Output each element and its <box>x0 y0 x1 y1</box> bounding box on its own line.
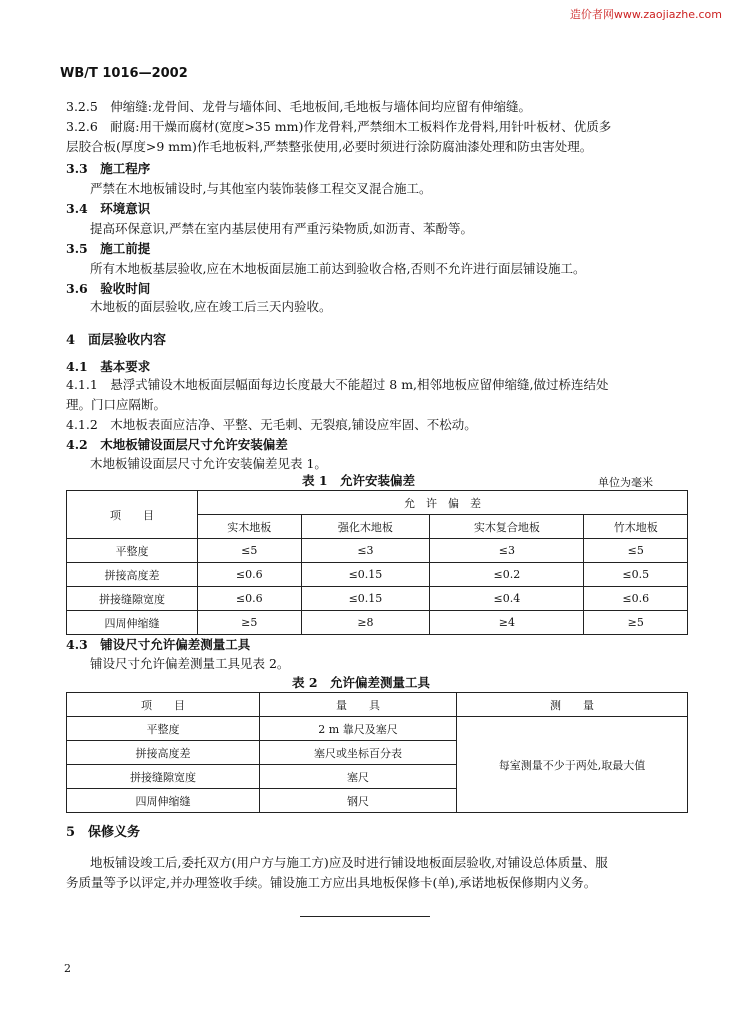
table2-header-tool: 量 具 <box>260 693 457 717</box>
clause-3-2-6-line2: 层胶合板(厚度>9 mm)作毛地板料,严禁整张使用,必要时须进行涂防腐油漆处理和防虫害处理。 <box>66 139 593 154</box>
clause-5-line2: 务质量等予以评定,并办理签收手续。铺设施工方应出具地板保修卡(单),承诺地板保修期内义务。 <box>66 875 597 890</box>
watermark-text: 造价者网www.zaojiazhe.com <box>569 8 722 21</box>
table1-col-bamboo: 竹木地板 <box>584 515 688 539</box>
heading-4: 4 面层验收内容 <box>66 333 167 348</box>
clause-4-1-1-line1: 4.1.1 悬浮式铺设木地板面层幅面每边长度最大不能超过 8 m,相邻地板应留伸缩缝,做过桥连结处 <box>66 377 609 392</box>
table2-header-item: 项 目 <box>67 693 260 717</box>
table-row <box>67 611 688 635</box>
table1-unit: 单位为毫米 <box>598 476 653 489</box>
row-label: 拼接高度差 <box>67 563 198 587</box>
table-cell: ≥8 <box>301 611 430 635</box>
row-label: 四周伸缩缝 <box>67 611 198 635</box>
table-cell: ≤0.15 <box>301 587 430 611</box>
heading-3-5: 3.5 施工前提 <box>66 241 151 256</box>
clause-3-2-6-line1: 3.2.6 耐腐:用干燥而腐材(宽度>35 mm)作龙骨料,严禁细木工板料作龙骨料,用针叶板材、优质多 <box>66 119 612 134</box>
table-cell: ≤0.4 <box>430 587 584 611</box>
table-cell: ≥4 <box>430 611 584 635</box>
table-cell: ≤3 <box>301 539 430 563</box>
table1-col-laminate: 强化木地板 <box>301 515 430 539</box>
table-cell: ≤0.5 <box>584 563 688 587</box>
table-cell: 2 m 靠尺及塞尺 <box>260 717 457 741</box>
tolerance-table <box>66 490 688 635</box>
clause-4-3-text: 铺设尺寸允许偏差测量工具见表 2。 <box>90 656 290 671</box>
heading-3-3: 3.3 施工程序 <box>66 161 151 176</box>
table2-header-measure: 测 量 <box>457 693 688 717</box>
table-cell: ≤0.15 <box>301 563 430 587</box>
table2-caption: 表 2 允许偏差测量工具 <box>292 675 431 690</box>
heading-3-6: 3.6 验收时间 <box>66 281 151 296</box>
heading-4-3: 4.3 铺设尺寸允许偏差测量工具 <box>66 637 251 652</box>
document-number: WB/T 1016—2002 <box>60 66 188 81</box>
table-cell: ≤5 <box>584 539 688 563</box>
clause-3-6-text: 木地板的面层验收,应在竣工后三天内验收。 <box>90 299 332 314</box>
clause-4-2-text: 木地板铺设面层尺寸允许安装偏差见表 1。 <box>90 456 327 471</box>
clause-4-1-1-line2: 理。门口应隔断。 <box>66 397 167 412</box>
heading-4-2: 4.2 木地板铺设面层尺寸允许安装偏差 <box>66 437 288 452</box>
measure-note: 每室测量不少于两处,取最大值 <box>457 717 688 813</box>
clause-3-5-text: 所有木地板基层验收,应在木地板面层施工前达到验收合格,否则不允许进行面层铺设施工。 <box>90 261 586 276</box>
table-cell: ≤0.6 <box>584 587 688 611</box>
row-label: 平整度 <box>67 717 260 741</box>
clause-4-1-2: 4.1.2 木地板表面应洁净、平整、无毛刺、无裂痕,铺设应牢固、不松动。 <box>66 417 477 432</box>
table-cell: 钢尺 <box>260 789 457 813</box>
clause-3-3-text: 严禁在木地板铺设时,与其他室内装饰装修工程交叉混合施工。 <box>90 181 432 196</box>
row-label: 四周伸缩缝 <box>67 789 260 813</box>
table-cell: ≥5 <box>198 611 302 635</box>
table-cell: ≤0.6 <box>198 587 302 611</box>
heading-4-1: 4.1 基本要求 <box>66 359 151 374</box>
table1-item-header: 项 目 <box>67 491 198 539</box>
clause-3-2-5: 3.2.5 伸缩缝:龙骨间、龙骨与墙体间、毛地板间,毛地板与墙体间均应留有伸缩缝。 <box>66 99 531 114</box>
row-label: 拼接缝隙宽度 <box>67 765 260 789</box>
table-cell: 塞尺或坐标百分表 <box>260 741 457 765</box>
table-row <box>67 587 688 611</box>
row-label: 拼接高度差 <box>67 741 260 765</box>
heading-3-4: 3.4 环境意识 <box>66 201 151 216</box>
table-cell: ≤5 <box>198 539 302 563</box>
table-cell: ≤3 <box>430 539 584 563</box>
page-number: 2 <box>64 962 71 975</box>
clause-3-4-text: 提高环保意识,严禁在室内基层使用有严重污染物质,如沥青、苯酚等。 <box>90 221 473 236</box>
table-row <box>67 539 688 563</box>
table1-group-header: 允 许 偏 差 <box>198 491 688 515</box>
row-label: 拼接缝隙宽度 <box>67 587 198 611</box>
end-divider <box>300 916 430 917</box>
table-row <box>67 717 688 741</box>
table-cell: ≥5 <box>584 611 688 635</box>
table-cell: ≤0.6 <box>198 563 302 587</box>
table-cell: 塞尺 <box>260 765 457 789</box>
table1-col-engineered: 实木复合地板 <box>430 515 584 539</box>
heading-5: 5 保修义务 <box>66 825 141 840</box>
table1-caption: 表 1 允许安装偏差 <box>302 473 416 488</box>
table1-col-solid-wood: 实木地板 <box>198 515 302 539</box>
measuring-tools-table <box>66 692 688 813</box>
row-label: 平整度 <box>67 539 198 563</box>
clause-5-line1: 地板铺设竣工后,委托双方(用户方与施工方)应及时进行铺设地板面层验收,对铺设总体质量、服 <box>90 855 608 870</box>
table-cell: ≤0.2 <box>430 563 584 587</box>
table-row <box>67 563 688 587</box>
